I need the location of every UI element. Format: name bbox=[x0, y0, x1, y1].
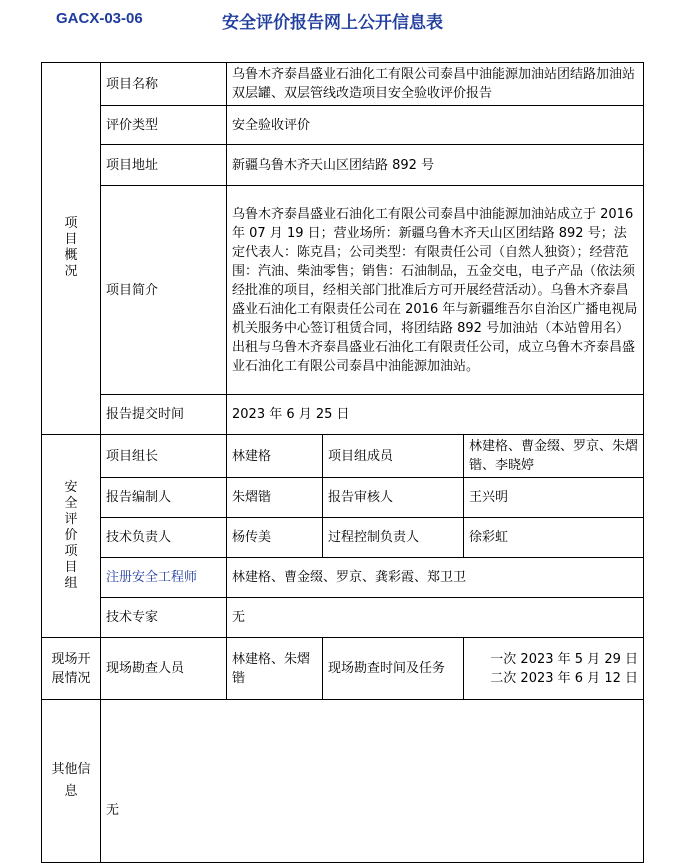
intro-label: 项目简介 bbox=[101, 186, 227, 395]
row-project-name bbox=[42, 63, 644, 106]
row-experts bbox=[42, 598, 644, 638]
row-engineers bbox=[42, 558, 644, 598]
leader-label: 项目组长 bbox=[101, 435, 227, 478]
survey-time-value bbox=[464, 638, 644, 700]
row-submit-time bbox=[42, 395, 644, 435]
page-title: 安全评价报告网上公开信息表 bbox=[222, 13, 443, 33]
submit-time-value: 2023 年 6 月 25 日 bbox=[227, 395, 644, 435]
surveyors-value: 林建格、朱熠锴 bbox=[227, 638, 323, 700]
section-other: 其他信息 bbox=[42, 700, 101, 863]
row-address bbox=[42, 145, 644, 186]
reviewer-label: 报告审核人 bbox=[323, 478, 464, 518]
other-content: 无 bbox=[106, 802, 120, 818]
address-value: 新疆乌鲁木齐天山区团结路 892 号 bbox=[227, 145, 644, 186]
experts-label: 技术专家 bbox=[101, 598, 227, 638]
project-name-label: 项目名称 bbox=[101, 63, 227, 106]
row-other bbox=[42, 700, 644, 863]
row-leader bbox=[42, 435, 644, 478]
members-label: 项目组成员 bbox=[323, 435, 464, 478]
row-intro bbox=[42, 186, 644, 395]
survey-time-second: 二次 2023 年 6 月 12 日 bbox=[490, 670, 638, 686]
reviewer-value: 王兴明 bbox=[464, 478, 644, 518]
intro-value: 乌鲁木齐泰昌盛业石油化工有限公司泰昌中油能源加油站成立于 2016 年 07 月 19 日；营业场所：新疆乌鲁木齐天山区团结路 892 号；法定代表人：陈克昌；公司类型：有限责任公司（自然人独资）；经营范围：汽油、柴油零售；销售：石油制品，五金交电，电子产品（依法须经批准的项目，经相关部门批准后方可开展经营活动）。乌鲁木齐泰昌盛业石油化工有限责任公司在 2016 年与新疆维吾尔自治区广播电视局机关服务中心签订租赁合同，将团结路 892 号加油站（本站曾用名）出租与乌鲁木齐泰昌盛业石油化工有限责任公司，成立乌鲁木齐泰昌盛业石油化工有限公司泰昌中油能源加油站。 bbox=[227, 186, 644, 395]
surveyors-label: 现场勘查人员 bbox=[101, 638, 227, 700]
other-value bbox=[101, 700, 644, 863]
tech-lead-label: 技术负责人 bbox=[101, 518, 227, 558]
compiler-value: 朱熠锴 bbox=[227, 478, 323, 518]
members-value: 林建格、曹金缀、罗京、朱熠锴、李晓婷 bbox=[464, 435, 644, 478]
submit-time-label: 报告提交时间 bbox=[101, 395, 227, 435]
section-overview: 项目概况 bbox=[42, 63, 101, 435]
row-site bbox=[42, 638, 644, 700]
survey-time-first: 一次 2023 年 5 月 29 日 bbox=[490, 651, 638, 667]
section-site: 现场开展情况 bbox=[42, 638, 101, 700]
info-table bbox=[41, 62, 644, 863]
tech-lead-value: 杨传美 bbox=[227, 518, 323, 558]
form-code: GACX-03-06 bbox=[56, 10, 143, 27]
compiler-label: 报告编制人 bbox=[101, 478, 227, 518]
project-name-value: 乌鲁木齐泰昌盛业石油化工有限公司泰昌中油能源加油站团结路加油站双层罐、双层管线改造项目安全验收评价报告 bbox=[227, 63, 644, 106]
row-eval-type bbox=[42, 106, 644, 145]
section-team: 安全评价项目组 bbox=[42, 435, 101, 638]
address-label: 项目地址 bbox=[101, 145, 227, 186]
engineers-label: 注册安全工程师 bbox=[101, 558, 227, 598]
row-compiler bbox=[42, 478, 644, 518]
process-lead-value: 徐彩虹 bbox=[464, 518, 644, 558]
row-tech-lead bbox=[42, 518, 644, 558]
eval-type-label: 评价类型 bbox=[101, 106, 227, 145]
engineers-value: 林建格、曹金缀、罗京、龚彩霞、郑卫卫 bbox=[227, 558, 644, 598]
eval-type-value: 安全验收评价 bbox=[227, 106, 644, 145]
leader-value: 林建格 bbox=[227, 435, 323, 478]
experts-value: 无 bbox=[227, 598, 644, 638]
survey-time-label: 现场勘查时间及任务 bbox=[323, 638, 464, 700]
process-lead-label: 过程控制负责人 bbox=[323, 518, 464, 558]
